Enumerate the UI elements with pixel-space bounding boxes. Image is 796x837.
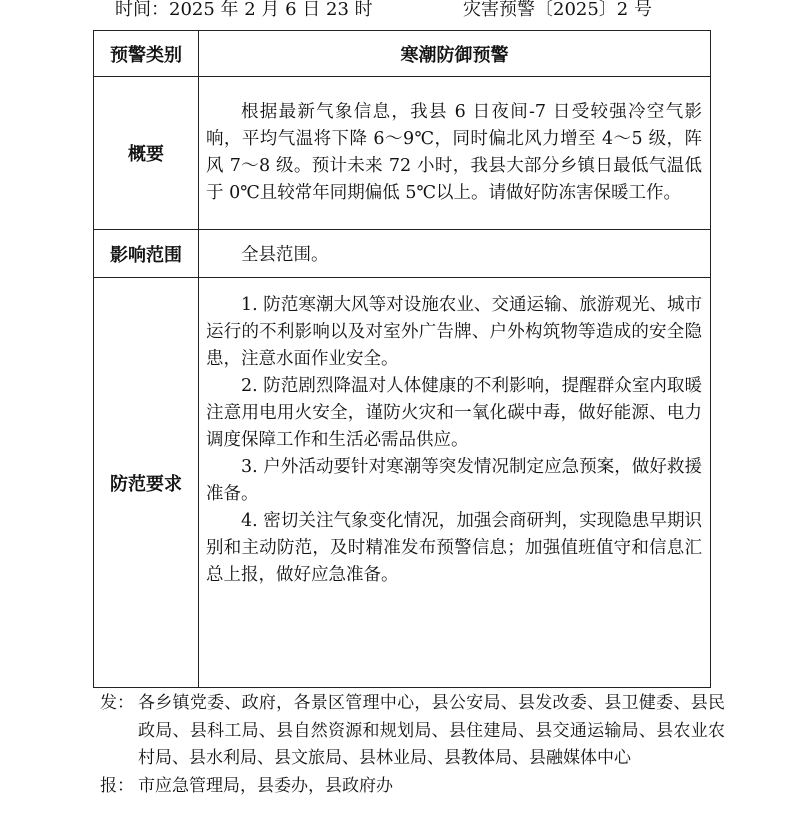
report-to-row [100,773,725,801]
send-recipients: 各乡镇党委、政府，各景区管理中心，县公安局、县发改委、县卫健委、县民政局、县科工局、县自然资源和规划局、县住建局、县交通运输局、县农业农村局、县水利局、县文旅局、县林业局、县教体局、县融媒体中心 [138,693,725,768]
send-to-row [100,690,725,773]
measures-label: 防范要求 [94,278,199,688]
report-recipients: 市应急管理局，县委办，县政府办 [138,775,393,796]
scope-cell [199,230,711,278]
issue-time: 时间：2025 年 2 月 6 日 23 时 [115,0,373,20]
summary-text: 根据最新气象信息，我县 6 日夜间-7 日受较强冷空气影响，平均气温将下降 6～9℃，同时偏北风力增至 4～5 级，阵风 7～8 级。预计未来 72 小时，我县大部分乡镇日最低气温低于 0℃且较常年同期偏低 5℃以上。请做好防冻害保暖工作。 [206,102,702,203]
distribution-footer [100,690,725,800]
measures-row [94,278,711,688]
measure-item-1: 1. 防范寒潮大风等对设施农业、交通运输、旅游观光、城市运行的不利影响以及对室外广告牌、户外构筑物等造成的安全隐患，注意水面作业安全。 [206,295,702,369]
report-label: 报： [100,775,134,796]
category-row [94,31,711,77]
summary-cell [199,77,711,230]
measure-item-4: 4. 密切关注气象变化情况，加强会商研判，实现隐患早期识别和主动防范，及时精准发布预警信息；加强值班值守和信息汇总上报，做好应急准备。 [206,511,702,585]
document-header [0,0,796,23]
scope-text: 全县范围。 [241,245,329,265]
measure-item-2: 2. 防范剧烈降温对人体健康的不利影响，提醒群众室内取暖注意用电用火安全，谨防火灾和一氧化碳中毒，做好能源、电力调度保障工作和生活必需品供应。 [206,376,702,450]
category-label: 预警类别 [94,31,199,77]
scope-label: 影响范围 [94,230,199,278]
warning-title: 寒潮防御预警 [199,31,711,77]
measures-cell [199,278,711,688]
send-label: 发： [100,693,134,713]
summary-label: 概要 [94,77,199,230]
summary-row [94,77,711,230]
warning-table [93,30,711,688]
scope-row [94,230,711,278]
measure-item-3: 3. 户外活动要针对寒潮等突发情况制定应急预案，做好救援准备。 [206,457,702,504]
document-number: 灾害预警〔2025〕2 号 [463,0,652,20]
